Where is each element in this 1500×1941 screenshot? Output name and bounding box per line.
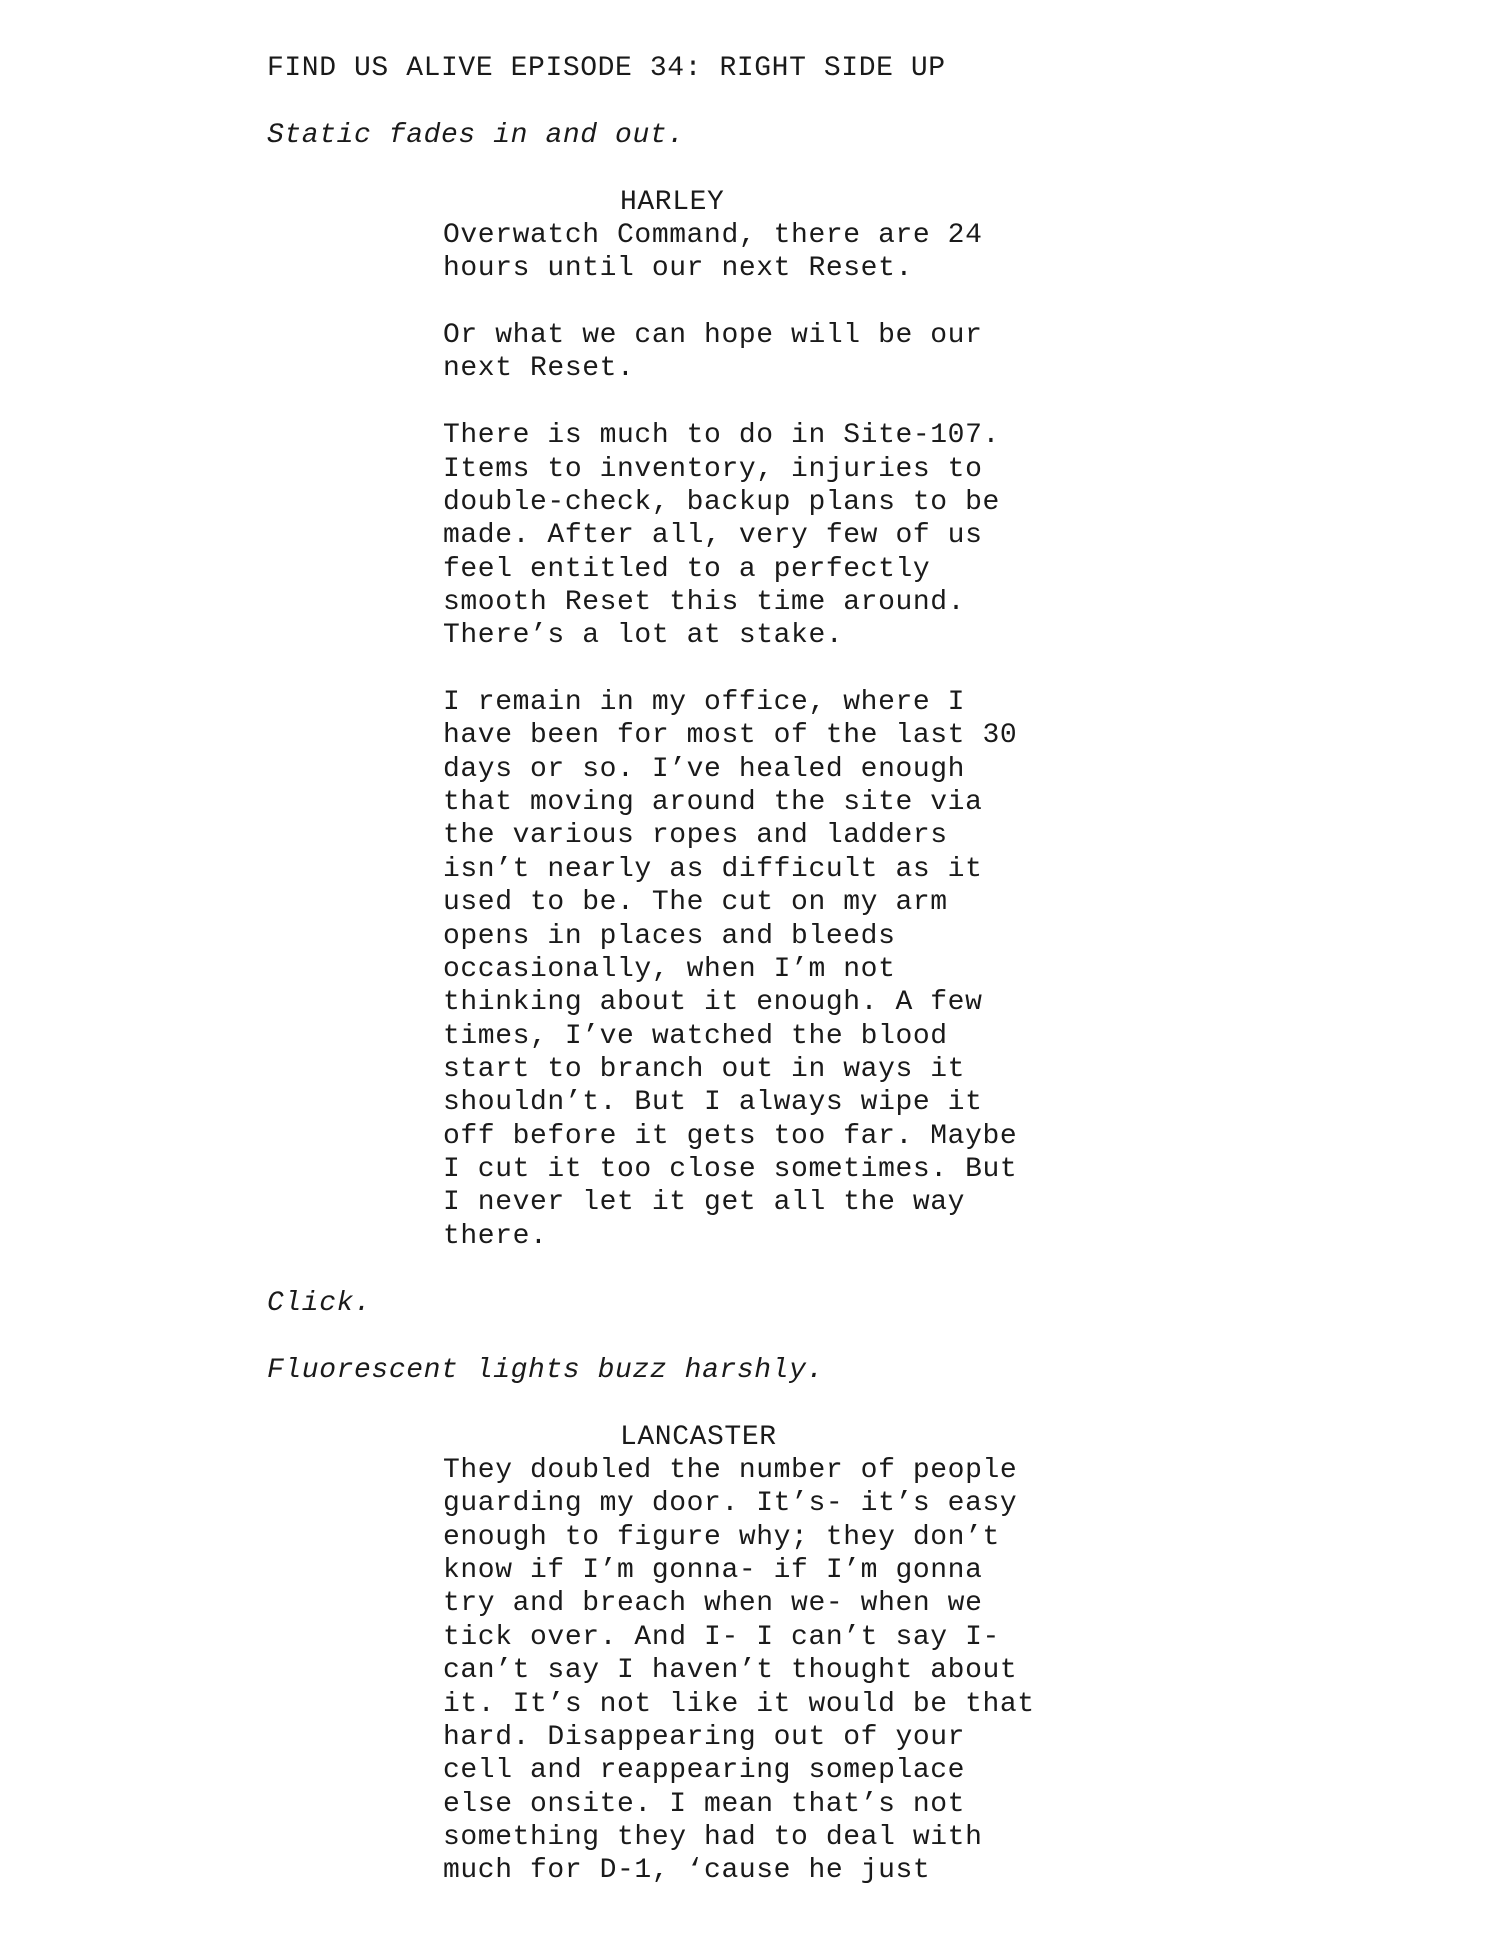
dialogue-line: used to be. The cut on my arm <box>443 887 948 919</box>
dialogue-line: guarding my door. It’s- it’s easy <box>443 1488 1018 1520</box>
character-harley: HARLEY <box>620 187 725 218</box>
dialogue-line: feel entitled to a perfectly <box>443 553 931 585</box>
dialogue-line: Overwatch Command, there are 24 <box>443 220 983 251</box>
dialogue-line: I never let it get all the way <box>443 1187 966 1219</box>
dialogue-line: start to branch out in ways it <box>443 1054 966 1085</box>
dialogue-line: hours until our next Reset. <box>443 253 913 285</box>
dialogue-line: thinking about it enough. A few <box>443 987 983 1019</box>
dialogue-line: opens in places and bleeds <box>443 920 896 952</box>
dialogue-line: off before it gets too far. Maybe <box>443 1120 1018 1152</box>
dialogue-line: There is much to do in Site-107. <box>443 420 1000 452</box>
dialogue-line: hard. Disappearing out of your <box>443 1721 966 1753</box>
dialogue-line: next Reset. <box>443 353 635 385</box>
dialogue-line: tick over. And I- I can’t say I- <box>443 1621 1000 1653</box>
dialogue-line: else onsite. I mean that’s not <box>443 1788 966 1820</box>
dialogue-line: Items to inventory, injuries to <box>443 453 983 485</box>
dialogue-line: there. <box>443 1220 548 1252</box>
dialogue-line: enough to figure why; they don’t <box>443 1521 1000 1553</box>
dialogue-line: isn’t nearly as difficult as it <box>443 853 983 885</box>
dialogue-line: much for D-1, ‘cause he just <box>443 1855 931 1887</box>
dialogue-line: shouldn’t. But I always wipe it <box>443 1087 983 1119</box>
dialogue-line: have been for most of the last 30 <box>443 720 1018 752</box>
dialogue-line: cell and reappearing someplace <box>443 1755 966 1787</box>
action-static: Static fades in and out. <box>267 120 685 151</box>
character-lancaster: LANCASTER <box>620 1422 777 1453</box>
episode-title: FIND US ALIVE EPISODE 34: RIGHT SIDE UP <box>267 53 946 84</box>
dialogue-line: I remain in my office, where I <box>443 687 966 719</box>
dialogue-line: times, I’ve watched the blood <box>443 1020 948 1052</box>
dialogue-line: Or what we can hope will be our <box>443 320 983 352</box>
dialogue-line: the various ropes and ladders <box>443 820 948 852</box>
dialogue-line: made. After all, very few of us <box>443 520 983 552</box>
dialogue-line: They doubled the number of people <box>443 1455 1018 1486</box>
dialogue-line: occasionally, when I’m not <box>443 953 896 985</box>
dialogue-line: There’s a lot at stake. <box>443 620 844 652</box>
dialogue-line: try and breach when we- when we <box>443 1588 983 1620</box>
dialogue-line: smooth Reset this time around. <box>443 586 966 618</box>
dialogue-line: something they had to deal with <box>443 1821 983 1853</box>
dialogue-line: can’t say I haven’t thought about <box>443 1655 1018 1687</box>
dialogue-line: double-check, backup plans to be <box>443 486 1000 518</box>
action-click: Click. <box>267 1288 372 1319</box>
dialogue-line: know if I’m gonna- if I’m gonna <box>443 1555 983 1587</box>
dialogue-line: it. It’s not like it would be that <box>443 1688 1035 1720</box>
dialogue-line: days or so. I’ve healed enough <box>443 753 966 785</box>
action-lights: Fluorescent lights buzz harshly. <box>267 1355 824 1386</box>
dialogue-line: I cut it too close sometimes. But <box>443 1154 1018 1186</box>
dialogue-line: that moving around the site via <box>443 787 983 819</box>
